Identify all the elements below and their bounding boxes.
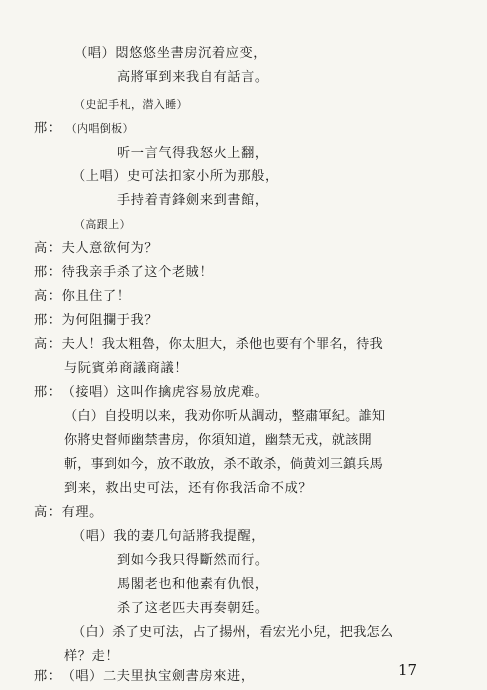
dialogue-text: 为何阻攔于我？ <box>61 313 159 328</box>
text-line <box>34 384 268 401</box>
text-line: 馬閣老也和他素有仇恨， <box>117 577 269 592</box>
speaker-label: 高： <box>34 289 62 304</box>
speaker-label: 邢： <box>34 385 62 400</box>
dialogue-text: 你且住了！ <box>61 289 131 304</box>
speaker-label: 高： <box>34 337 62 352</box>
stage-direction: （内唱倒板） <box>65 122 134 135</box>
text-line: 高將軍到来我自有話言。 <box>117 70 269 85</box>
text-line: （白）杀了史可法，占了揚州，看宏光小兒，把我怎么 <box>72 625 394 640</box>
text-line: 手持着青鋒劍来到書館， <box>117 193 269 208</box>
speaker-label: 邢： <box>34 669 62 684</box>
speaker-label: 邢： <box>34 313 62 328</box>
stage-direction: （史記手札，潜入睡） <box>74 98 188 111</box>
text-line <box>34 288 131 305</box>
text-line: 斬，事到如今，放不敢放，杀不敢杀，倘黄刘三鎮兵馬 <box>64 457 383 472</box>
text-line: （上唱）史可法扣家小所为那般， <box>72 169 279 184</box>
dialogue-text: 夫人意欲何为？ <box>61 241 159 256</box>
text-line: 你將史督师幽禁書房，你須知道，幽禁无戎，就該開 <box>64 433 372 448</box>
dialogue-text: 夫人！我太粗魯，你太胆大，杀他也要有个罪名，待我 <box>61 337 383 352</box>
speaker-label: 高： <box>34 241 62 256</box>
text-line: 与阮賓弟商議商議！ <box>64 361 189 376</box>
text-line: （唱）我的妻几句話將我提醒， <box>72 529 266 544</box>
dialogue-text: 有理。 <box>61 505 103 520</box>
text-line: 到如今我只得斷然而行。 <box>117 553 269 568</box>
speaker-label: 邢： <box>34 121 62 136</box>
text-line: （白）自投明以来，我劝你听从調动，整肅軍紀。誰知 <box>64 409 386 424</box>
text-line <box>34 504 103 521</box>
text-line <box>34 240 158 257</box>
text-line <box>34 336 383 353</box>
text-line <box>34 312 158 329</box>
speaker-label: 邢： <box>34 265 62 280</box>
dialogue-text: 待我亲手杀了这个老賊！ <box>61 265 214 280</box>
text-line <box>34 264 213 281</box>
page-number: 17 <box>398 661 418 679</box>
text-line <box>34 120 134 137</box>
text-line: （唱）悶悠悠坐書房沉着应变， <box>74 46 268 61</box>
dialogue-text: （接唱）这叫作擒虎容易放虎难。 <box>61 385 269 400</box>
speaker-label: 高： <box>34 505 62 520</box>
text-line: 到来，救出史可法，还有你我活命不成？ <box>64 481 313 496</box>
text-line: 听一言气得我怒火上翻， <box>117 146 269 161</box>
text-line: 杀了这老匹夫再奏朝廷。 <box>117 601 269 616</box>
dialogue-text: （唱）二夫里执宝劍書房來进， <box>61 669 255 684</box>
stage-direction: （高跟上） <box>74 218 131 231</box>
text-line <box>34 668 255 685</box>
text-line: 样？走！ <box>64 649 120 664</box>
